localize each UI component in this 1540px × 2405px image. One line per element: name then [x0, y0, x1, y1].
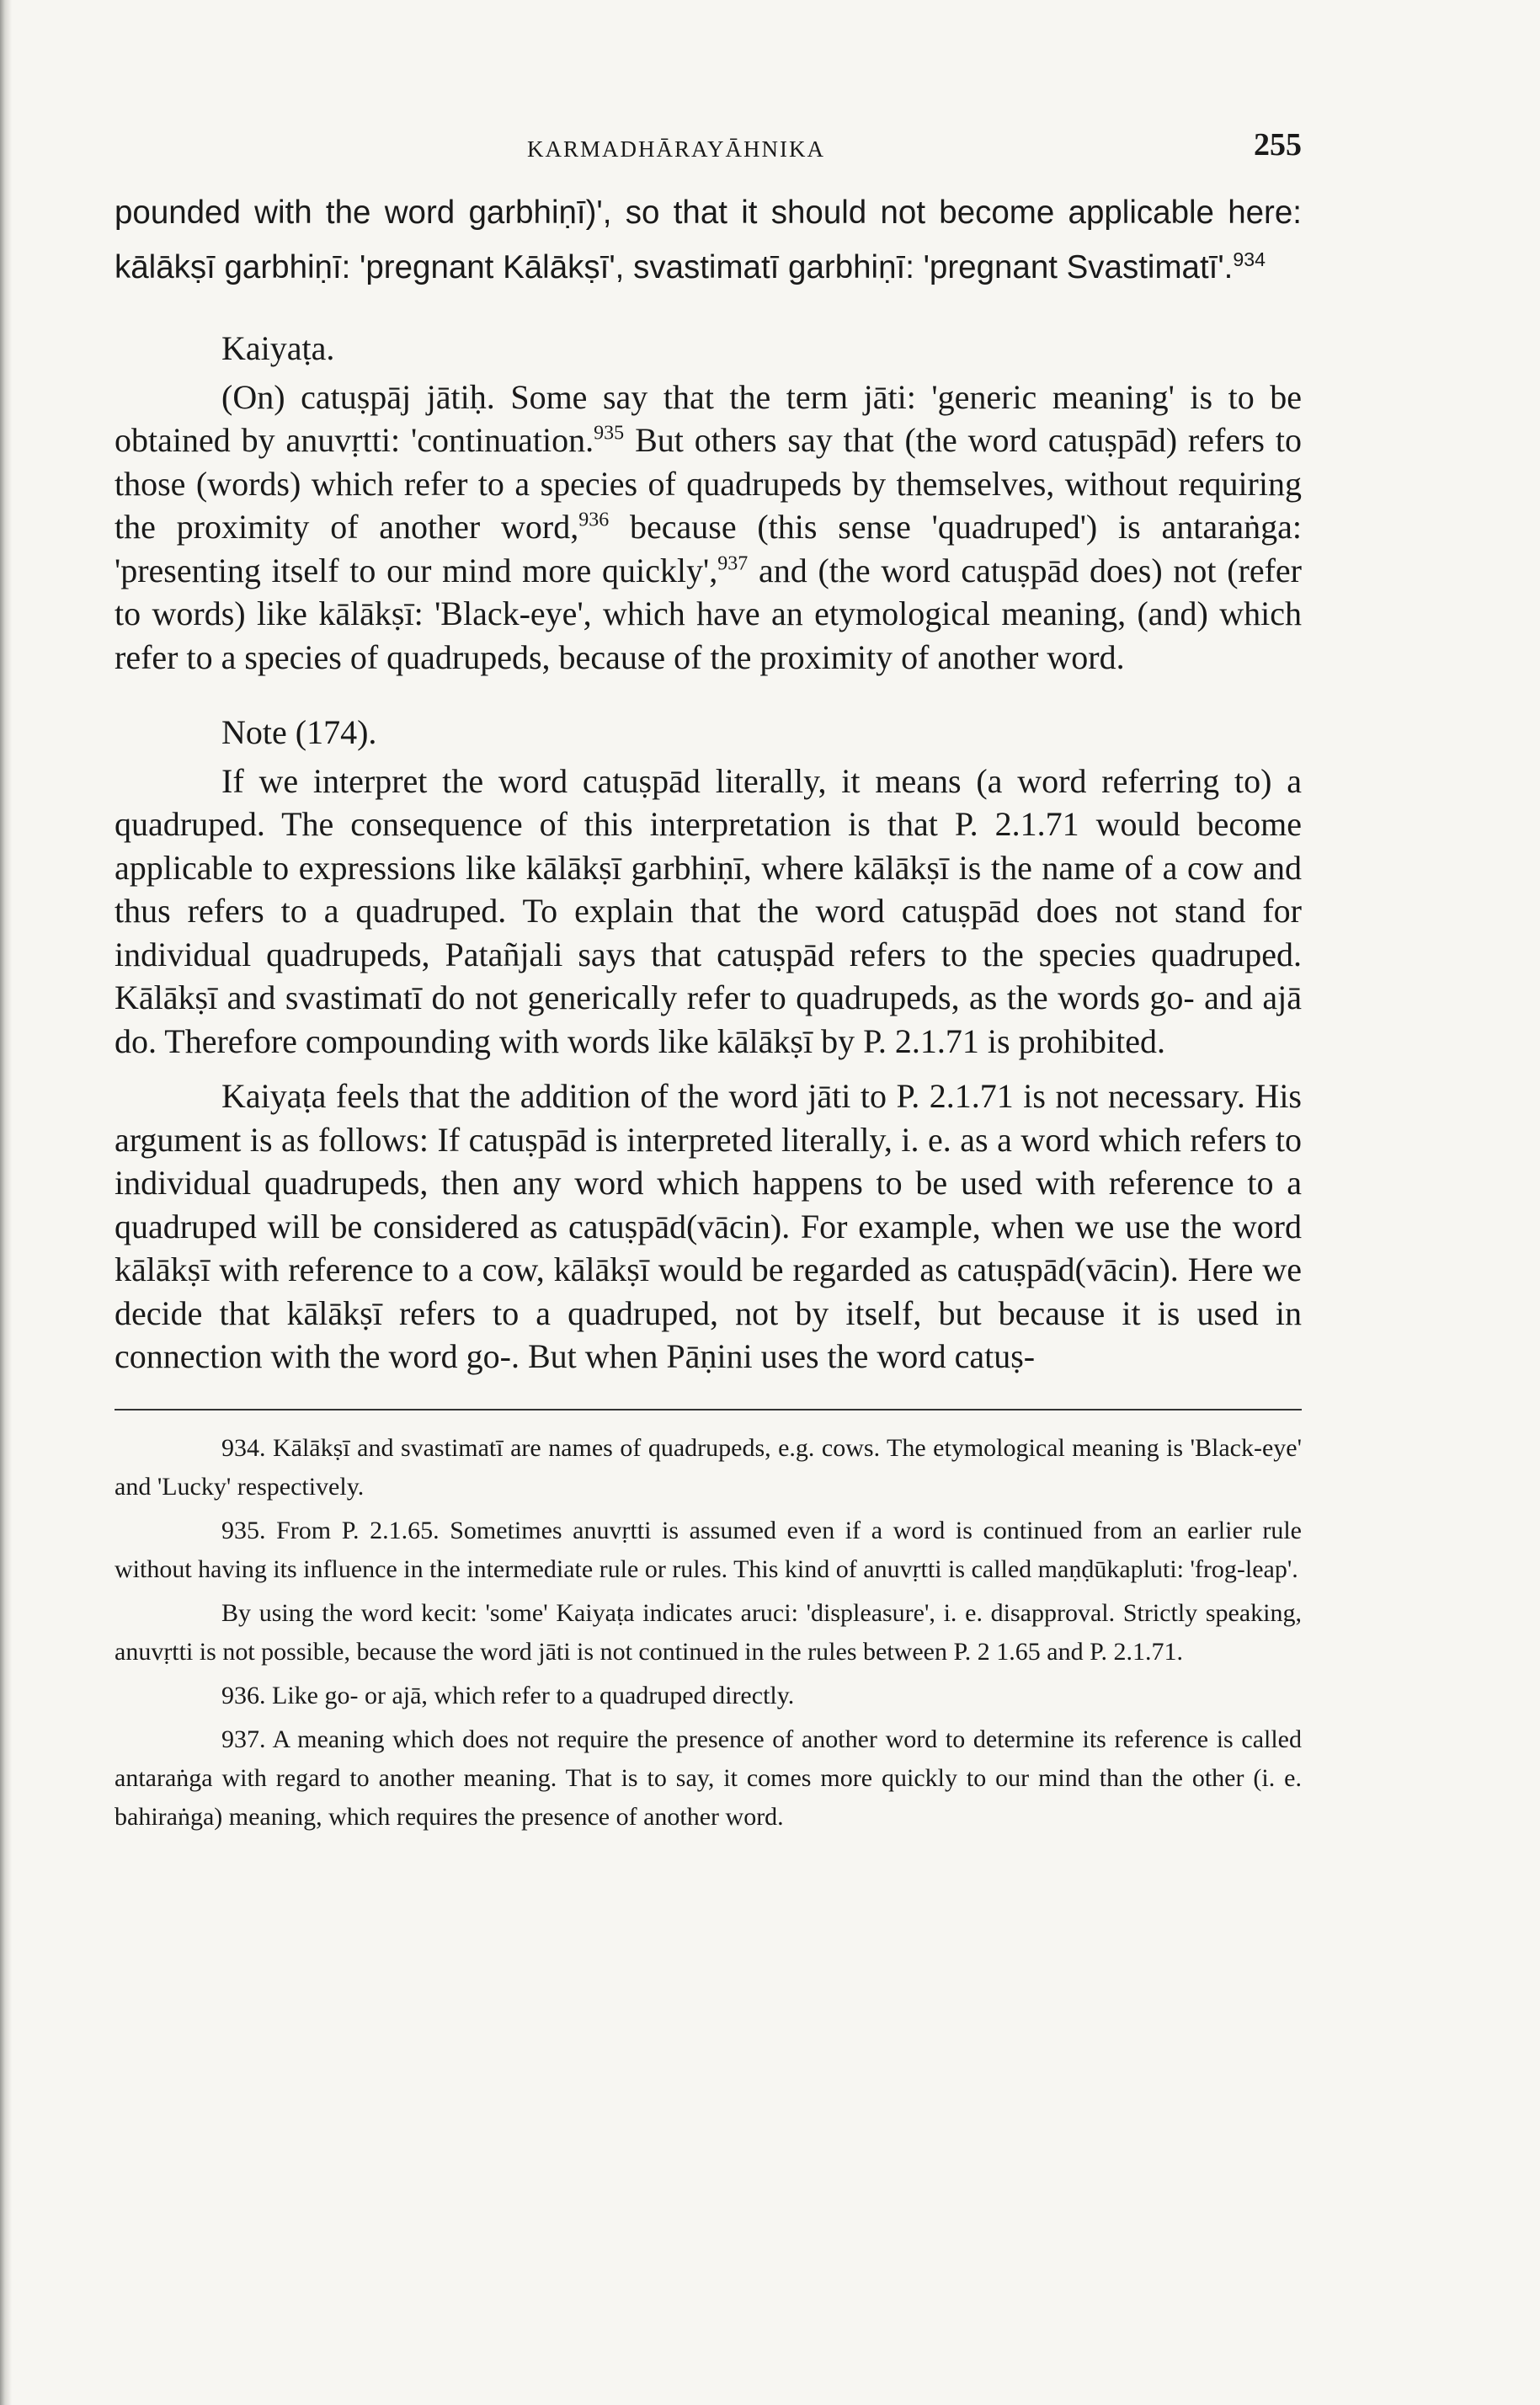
footnote-937: 937. A meaning which does not require the presence of another word to determine its reference is called antaraṅga with regard to another meaning. That is to say, it comes more quickly to our mind than the other (i. e. bahiraṅga) meaning, which requires the presence of another word.: [115, 1725, 1302, 1831]
kaiyata-paragraph: [115, 376, 1302, 680]
footnote-ref-937: 937: [717, 552, 749, 575]
kaiyata-heading: Kaiyaṭa.: [221, 329, 335, 367]
continued-paragraph: [115, 185, 1302, 295]
page-header: [115, 126, 1302, 185]
footnote-936: 936. Like go- or ajā, which refer to a quadruped directly.: [221, 1681, 795, 1709]
footnote-934: 934. Kālākṣī and svastimatī are names of quadrupeds, e.g. cows. The etymological meaning is 'Black-eye' and 'Lucky' respectively.: [115, 1433, 1302, 1501]
page-number: 255: [1254, 127, 1302, 163]
footnote-rule: [115, 1409, 1302, 1410]
footnote-935: 935. From P. 2.1.65. Sometimes anuvṛtti is assumed even if a word is continued from an earlier rule without having its influence in the intermediate rule or rules. This kind of anuvṛtti is called maṇḍūkapluti: 'frog-leap'.: [115, 1516, 1302, 1583]
footnote-ref-935: 935: [594, 422, 625, 445]
main-text: [115, 185, 1302, 1378]
kaiyata-text-1: (On) catuṣpāj jātiḥ. Some say that the term jāti: 'generic meaning' is to be obtained by anuvṛtti: 'continuation.: [115, 377, 1302, 459]
footnote-935-continued: By using the word kecit: 'some' Kaiyaṭa indicates aruci: 'displeasure', i. e. disapproval. Strictly speaking, anuvṛtti is not possible, because the word jāti is not continued in the rules between P. 2 1.65 and P. 2.1.71.: [115, 1598, 1302, 1666]
note-paragraph-2: Kaiyaṭa feels that the addition of the word jāti to P. 2.1.71 is not necessary. His argument is as follows: If catuṣpād is interpreted literally, i. e. as a word which refers to individual quadrupeds, then any word which happens to be used with reference to a quadruped will be considered as catuṣpād(vācin). For example, when we use the word kālākṣī with reference to a cow, kālākṣī would be regarded as catuṣpād(vācin). Here we decide that kālākṣī refers to a quadruped, not by itself, but because it is used in connection with the word go-. But when Pāṇini uses the word catuṣ-: [115, 1077, 1302, 1375]
note-paragraph-1: If we interpret the word catuṣpād literally, it means (a word referring to) a quadruped. The consequence of this interpretation is that P. 2.1.71 would become applicable to expressions like kālākṣī garbhiṇī, where kālākṣī is the name of a cow and thus refers to a quadruped. To explain that the word catuṣpād does not stand for individual quadrupeds, Patañjali says that catuṣpād refers to the species quadruped. Kālākṣī and svastimatī do not generically refer to quadrupeds, as the words go- and ajā do. Therefore compounding with words like kālākṣī by P. 2.1.71 is prohibited.: [115, 761, 1302, 1060]
footnote-ref-934: 934: [1233, 248, 1266, 271]
continued-paragraph-text: pounded with the word garbhiṇī)', so that it should not become applicable here: kālākṣī garbhiṇī: 'pregnant Kālākṣī', svastimatī garbhiṇī: 'pregnant Svastimatī'.: [115, 195, 1302, 285]
footnote-ref-936: 936: [578, 509, 610, 531]
scan-edge: [0, 0, 12, 2405]
kaiyata-text-4: and (the word catuṣpād does) not (refer to words) like kālākṣī: 'Black-eye', which have an etymological meaning, (and) which refer to a species of quadrupeds, because of the proximity of another word.: [115, 551, 1303, 676]
footnotes: [115, 1429, 1302, 1837]
kaiyata-text-2: But others say that (the word catuṣpād) refers to those (words) which refer to a species of quadrupeds by themselves, without requiring the proximity of another word,: [115, 421, 1302, 546]
note-heading: Note (174).: [221, 713, 377, 751]
running-head: KARMADHĀRAYĀHNIKA: [527, 136, 826, 162]
kaiyata-text-3: because (this sense 'quadruped') is antaraṅga: 'presenting itself to our mind more quickly',: [115, 508, 1303, 589]
book-page: [115, 126, 1302, 1842]
